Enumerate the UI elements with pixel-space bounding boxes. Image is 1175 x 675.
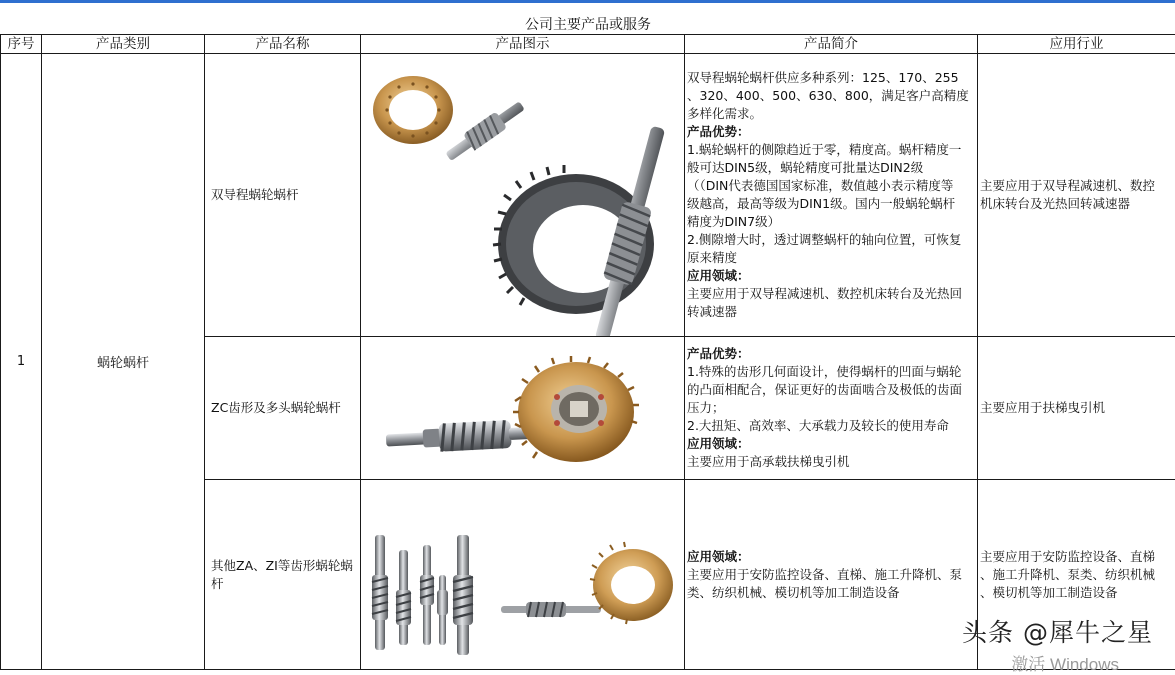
table-row	[1, 54, 1175, 337]
product-name-double-lead: 双导程蜗轮蜗杆	[205, 54, 361, 337]
description-line: 双导程蜗轮蜗杆供应多种系列：125、170、255	[687, 69, 974, 87]
industry-line: 、施工升降机、泵类、纺织机械	[980, 566, 1175, 584]
header-product-image: 产品图示	[361, 35, 685, 54]
description-line: 类、纺织机械、模切机等加工制造设备	[687, 584, 974, 602]
description-line: 、320、400、500、630、800，满足客户高精度	[687, 87, 974, 105]
description-line: 转减速器	[687, 303, 974, 321]
description-line: 的凸面相配合，保证更好的齿面啮合及极低的齿面	[687, 381, 974, 399]
product-description-zc	[685, 337, 978, 480]
description-heading: 产品优势：	[687, 345, 974, 363]
description-line: 1.特殊的齿形几何面设计，使得蜗杆的凹面与蜗轮	[687, 363, 974, 381]
product-image-cell	[361, 480, 685, 670]
zc-worm-gear-photo-icon	[361, 337, 683, 479]
industry-line: 主要应用于扶梯曳引机	[980, 399, 1175, 417]
table-header-row	[1, 35, 1175, 54]
description-line: 2.大扭矩、高效率、大承载力及较长的使用寿命	[687, 417, 974, 435]
double-lead-worm-gear-photo-icon	[361, 54, 683, 336]
industry-line: 主要应用于安防监控设备、直梯	[980, 548, 1175, 566]
toutiao-watermark: 头条 @犀牛之星	[962, 613, 1153, 649]
industry-zc	[978, 337, 1175, 480]
row-category: 蜗轮蜗杆	[42, 54, 205, 670]
product-name-line: 其他ZA、ZI等齿形蜗轮蜗	[211, 557, 360, 575]
description-line: 原来精度	[687, 249, 974, 267]
product-table-sheet	[0, 3, 1175, 671]
description-line: 主要应用于高承载扶梯曳引机	[687, 453, 974, 471]
product-image-cell	[361, 337, 685, 480]
description-line: 多样化需求。	[687, 105, 974, 123]
description-line: 压力；	[687, 399, 974, 417]
header-product-description: 产品简介	[685, 35, 978, 54]
za-zi-worm-shafts-photo-icon	[361, 480, 683, 669]
product-name-line: 杆	[211, 575, 360, 593]
description-line: 般可达DIN5级，蜗轮精度可批量达DIN2级	[687, 159, 974, 177]
description-line: 1.蜗轮蜗杆的侧隙趋近于零，精度高。蜗杆精度一	[687, 141, 974, 159]
description-heading: 应用领域：	[687, 267, 974, 285]
description-line: 主要应用于双导程减速机、数控机床转台及光热回	[687, 285, 974, 303]
industry-line: 机床转台及光热回转减速器	[980, 195, 1175, 213]
industry-line: 、模切机等加工制造设备	[980, 584, 1175, 602]
product-description-za-zi	[685, 480, 978, 670]
description-heading: 应用领域：	[687, 548, 974, 566]
product-table	[0, 3, 1175, 670]
row-index: 1	[1, 54, 42, 670]
header-industry: 应用行业	[978, 35, 1175, 54]
product-name-za-zi	[205, 480, 361, 670]
description-line: 精度为DIN7级）	[687, 213, 974, 231]
description-line: 级越高，最高等级为DIN1级。国内一般蜗轮蜗杆	[687, 195, 974, 213]
header-product-name: 产品名称	[205, 35, 361, 54]
header-category: 产品类别	[42, 35, 205, 54]
description-line: 2.侧隙增大时，透过调整蜗杆的轴向位置，可恢复	[687, 231, 974, 249]
description-heading: 产品优势：	[687, 123, 974, 141]
table-caption: 公司主要产品或服务	[1, 3, 1175, 35]
header-index: 序号	[1, 35, 42, 54]
product-name-zc: ZC齿形及多头蜗轮蜗杆	[205, 337, 361, 480]
industry-double-lead	[978, 54, 1175, 337]
industry-line: 主要应用于双导程减速机、数控	[980, 177, 1175, 195]
description-line: 主要应用于安防监控设备、直梯、施工升降机、泵	[687, 566, 974, 584]
description-heading: 应用领域：	[687, 435, 974, 453]
product-image-cell	[361, 54, 685, 337]
product-description-double-lead	[685, 54, 978, 337]
windows-activation-overlay: 激活 Windows	[1011, 650, 1119, 675]
description-line: （（DIN代表德国国家标准，数值越小表示精度等	[687, 177, 974, 195]
